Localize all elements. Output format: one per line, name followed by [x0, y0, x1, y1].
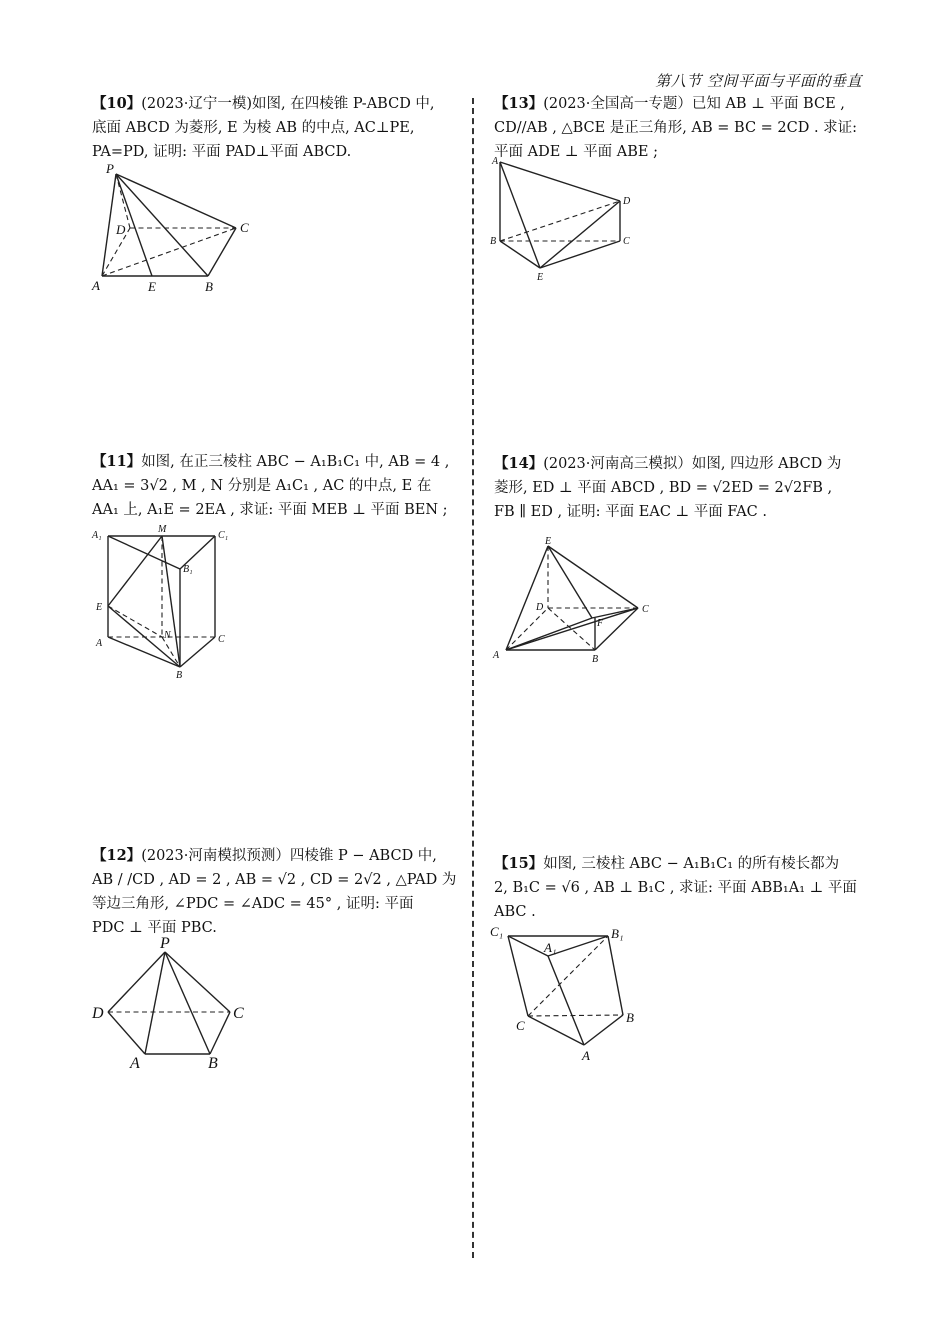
edge-EC	[548, 546, 638, 608]
label-N: N	[164, 630, 171, 641]
edge-AB	[108, 637, 180, 667]
label-P: P	[106, 161, 114, 176]
edge-AD	[500, 162, 620, 201]
problem-11-number: 【11】	[92, 453, 142, 470]
problem-13-line-3: 平面 ADE ⊥ 平面 ABE ;	[494, 144, 658, 160]
edge-DA	[108, 1012, 145, 1054]
label-M: M	[158, 524, 167, 535]
problem-11-line-1: 【11】如图, 在正三棱柱 ABC − A₁B₁C₁ 中, AB = 4 ,	[92, 453, 450, 470]
problem-14	[494, 452, 872, 524]
label-A: A	[130, 1055, 140, 1072]
problem-15	[494, 852, 872, 924]
problem-13-number: 【13】	[494, 95, 544, 112]
edge-PA	[102, 174, 116, 276]
label-B: B	[626, 1010, 634, 1025]
label-C: C	[233, 1005, 244, 1022]
problem-12	[92, 844, 470, 940]
problem-12-number: 【12】	[92, 847, 142, 864]
label-B: B	[208, 1055, 218, 1072]
label-F: F	[597, 618, 604, 629]
edge-AC	[506, 608, 638, 650]
label-D: D	[536, 602, 544, 613]
edge-BD	[500, 201, 620, 241]
label-B: B	[205, 279, 213, 294]
problem-15-line-2: 2, B₁C = √6 , AB ⊥ B₁C , 求证: 平面 ABB₁A₁ ⊥ 平面	[494, 880, 857, 896]
edge-A1A	[548, 956, 584, 1045]
problem-14-line-2: 菱形, ED ⊥ 平面 ABCD , BD = √2ED = 2√2FB ,	[494, 480, 833, 496]
problem-14-number: 【14】	[494, 455, 544, 472]
edge-PB	[116, 174, 208, 276]
edge-BC	[180, 637, 215, 667]
figure-14	[490, 534, 660, 669]
edge-PC	[116, 174, 236, 228]
problem-12-line-3: 等边三角形, ∠PDC = ∠ADC = 45° , 证明: 平面	[92, 896, 414, 912]
edge-BE	[500, 241, 540, 268]
edge-DE	[540, 201, 620, 268]
label-E: E	[96, 602, 103, 613]
label-B: B	[490, 236, 497, 247]
problem-14-line-3: FB ∥ ED , 证明: 平面 EAC ⊥ 平面 FAC .	[494, 504, 767, 520]
problem-13	[494, 92, 872, 164]
edge-CB	[528, 1015, 623, 1016]
label-A: A	[92, 278, 100, 293]
edge-C1A1	[508, 936, 548, 956]
problem-15-line-1: 【15】如图, 三棱柱 ABC − A₁B₁C₁ 的所有棱长都为	[494, 855, 840, 872]
label-E: E	[537, 272, 544, 283]
label-A: A	[493, 650, 500, 661]
edge-BC	[210, 1012, 230, 1054]
problem-11-line-2: AA₁ = 3√2 , M , N 分别是 A₁C₁ , AC 的中点, E 在	[92, 478, 432, 494]
figure-15	[488, 920, 658, 1065]
edge-PA	[145, 952, 165, 1054]
label-E: E	[148, 279, 156, 294]
label-A1: A₁	[544, 940, 557, 955]
edge-EA	[506, 546, 548, 650]
label-E: E	[545, 536, 552, 547]
label-C: C	[240, 220, 249, 235]
problem-12-line-1: 【12】(2023·河南模拟预测）四棱锥 P − ABCD 中,	[92, 847, 437, 864]
edge-A1B1	[548, 936, 608, 956]
label-B: B	[592, 654, 599, 665]
label-A: A	[582, 1048, 590, 1063]
label-C1: C₁	[490, 924, 504, 939]
label-C: C	[516, 1018, 525, 1033]
label-C1: C₁	[218, 530, 229, 541]
label-A: A	[96, 638, 103, 649]
label-C: C	[642, 604, 649, 615]
edge-EF	[548, 546, 592, 618]
label-B1: B₁	[183, 564, 193, 575]
column-divider	[472, 98, 474, 1258]
problem-15-line-3: ABC .	[494, 904, 536, 920]
problem-10-line-3: PA=PD, 证明: 平面 PAD⊥平面 ABCD.	[92, 144, 352, 160]
label-A1: A₁	[92, 530, 102, 541]
label-B1: B₁	[611, 926, 624, 941]
label-C: C	[623, 236, 630, 247]
edge-A1B1	[108, 536, 180, 569]
problem-10-line-2: 底面 ABCD 为菱形, E 为棱 AB 的中点, AC⊥PE,	[92, 120, 415, 136]
problem-11-line-3: AA₁ 上, A₁E = 2EA , 求证: 平面 MEB ⊥ 平面 BEN ;	[92, 502, 448, 518]
problem-13-line-1: 【13】(2023·全国高一专题）已知 AB ⊥ 平面 BCE ,	[494, 95, 845, 112]
label-A: A	[492, 156, 499, 167]
figure-10	[90, 160, 270, 295]
edge-BC	[208, 228, 236, 276]
page-header: 第八节 空间平面与平面的垂直	[655, 72, 862, 90]
problem-12-line-4: PDC ⊥ 平面 PBC.	[92, 920, 217, 936]
edge-PC	[165, 952, 230, 1012]
figure-13	[490, 156, 640, 286]
problem-11	[92, 450, 470, 522]
label-B: B	[176, 670, 183, 681]
edge-C1C	[508, 936, 528, 1016]
edge-CA	[528, 1016, 584, 1045]
problem-15-number: 【15】	[494, 855, 544, 872]
problem-12-line-2: AB / /CD , AD = 2 , AB = √2 , CD = 2√2 , △PAD 为	[92, 872, 457, 888]
edge-MB	[162, 536, 180, 667]
label-D: D	[623, 196, 631, 207]
edge-AE	[500, 162, 540, 268]
problem-13-line-2: CD//AB , △BCE 是正三角形, AB = BC = 2CD . 求证:	[494, 120, 858, 136]
edge-EM	[108, 536, 162, 606]
edge-CE	[540, 241, 620, 268]
edge-EN	[108, 606, 162, 637]
figure-12	[90, 934, 260, 1074]
problem-10-number: 【10】	[92, 95, 142, 112]
edge-PD	[108, 952, 165, 1012]
problem-10-line-1: 【10】(2023·辽宁一模)如图, 在四棱锥 P-ABCD 中,	[92, 95, 435, 112]
figure-11	[90, 524, 250, 684]
label-C: C	[218, 634, 225, 645]
label-D: D	[92, 1005, 104, 1022]
label-P: P	[160, 935, 170, 952]
problem-10	[92, 92, 470, 164]
problem-14-line-1: 【14】(2023·河南高三模拟）如图, 四边形 ABCD 为	[494, 455, 842, 472]
edge-B1B	[608, 936, 623, 1015]
label-D: D	[116, 222, 126, 237]
edge-PB	[165, 952, 210, 1054]
edge-AB	[584, 1015, 623, 1045]
